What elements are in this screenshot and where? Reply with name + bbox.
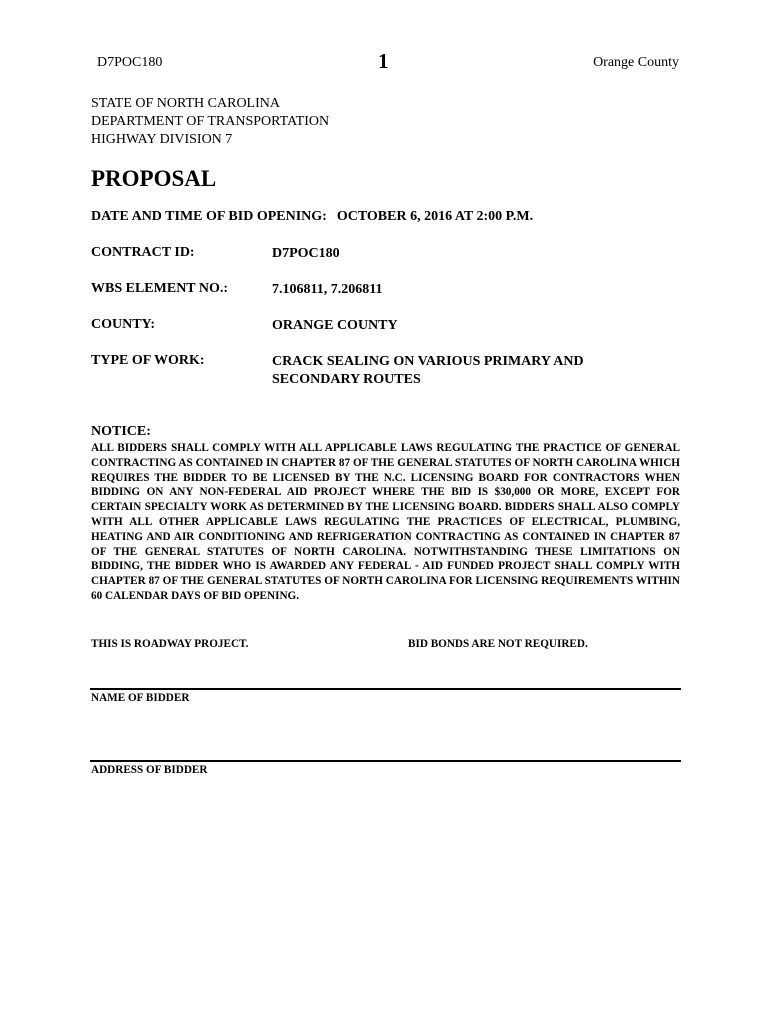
notice-body: ALL BIDDERS SHALL COMPLY WITH ALL APPLICABLE LAWS REGULATING THE PRACTICE OF GENERAL CONTRACTING AS CONTAINED IN CHAPTER 87 OF THE GENERAL STATUTES OF NORTH CAROLINA WHICH REQUIRES THE BIDDER TO BE LICENSED BY THE N.C. LICENSING BOARD FOR CONTRACTORS WHEN BIDDING ON ANY NON-FEDERAL AID PROJECT WHERE THE BID IS $30,000 OR MORE, EXCEPT FOR CERTAIN SPECIALTY WORK AS DETERMINED BY THE LICENSING BOARD. BIDDERS SHALL ALSO COMPLY WITH ALL OTHER APPLICABLE LAWS REGULATING THE PRACTICES OF ELECTRICAL, PLUMBING, HEATING AND AIR CONDITIONING AND REFRIGERATION CONTRACTING AS CONTAINED IN CHAPTER 87 OF THE GENERAL STATUTES OF NORTH CAROLINA. NOTWITHSTANDING THESE LIMITATIONS ON BIDDING, THE BIDDER WHO IS AWARDED ANY FEDERAL - AID FUNDED PROJECT SHALL COMPLY WITH CHAPTER 87 OF THE GENERAL STATUTES OF NORTH CAROLINA FOR LICENSING REQUIREMENTS WITHIN 60 CALENDAR DAYS OF BID OPENING. [91, 442, 680, 602]
type-of-work-label: TYPE OF WORK: [91, 353, 205, 368]
agency-state: STATE OF NORTH CAROLINA [91, 96, 280, 111]
agency-division: HIGHWAY DIVISION 7 [91, 132, 233, 147]
type-of-work-line2: SECONDARY ROUTES [272, 372, 421, 387]
page-title: PROPOSAL [91, 166, 217, 191]
bidder-address-label: ADDRESS OF BIDDER [91, 764, 208, 776]
bid-bonds-statement: BID BONDS ARE NOT REQUIRED. [408, 638, 588, 650]
bidder-name-label: NAME OF BIDDER [91, 692, 190, 704]
header-contract-code: D7POC180 [97, 55, 163, 70]
wbs-element-label: WBS ELEMENT NO.: [91, 281, 229, 296]
agency-block [91, 95, 329, 149]
type-of-work-line1: CRACK SEALING ON VARIOUS PRIMARY AND [272, 354, 584, 369]
page-number: 1 [378, 49, 389, 73]
county-label: COUNTY: [91, 317, 156, 332]
header-county: Orange County [593, 55, 679, 70]
wbs-element-value: 7.106811, 7.206811 [272, 282, 383, 297]
agency-department: DEPARTMENT OF TRANSPORTATION [91, 114, 330, 129]
notice-heading: NOTICE: [91, 424, 151, 439]
bidder-address-line[interactable] [90, 760, 681, 762]
bidder-name-line[interactable] [90, 688, 681, 690]
contract-id-label: CONTRACT ID: [91, 245, 195, 260]
bid-opening-row [91, 209, 533, 225]
bid-opening-label: DATE AND TIME OF BID OPENING: [91, 209, 327, 224]
contract-id-value: D7POC180 [272, 246, 340, 261]
bid-opening-value: OCTOBER 6, 2016 AT 2:00 P.M. [336, 209, 534, 224]
county-value: ORANGE COUNTY [272, 318, 398, 333]
project-type-statement: THIS IS ROADWAY PROJECT. [91, 638, 249, 650]
type-of-work-value [272, 353, 584, 389]
